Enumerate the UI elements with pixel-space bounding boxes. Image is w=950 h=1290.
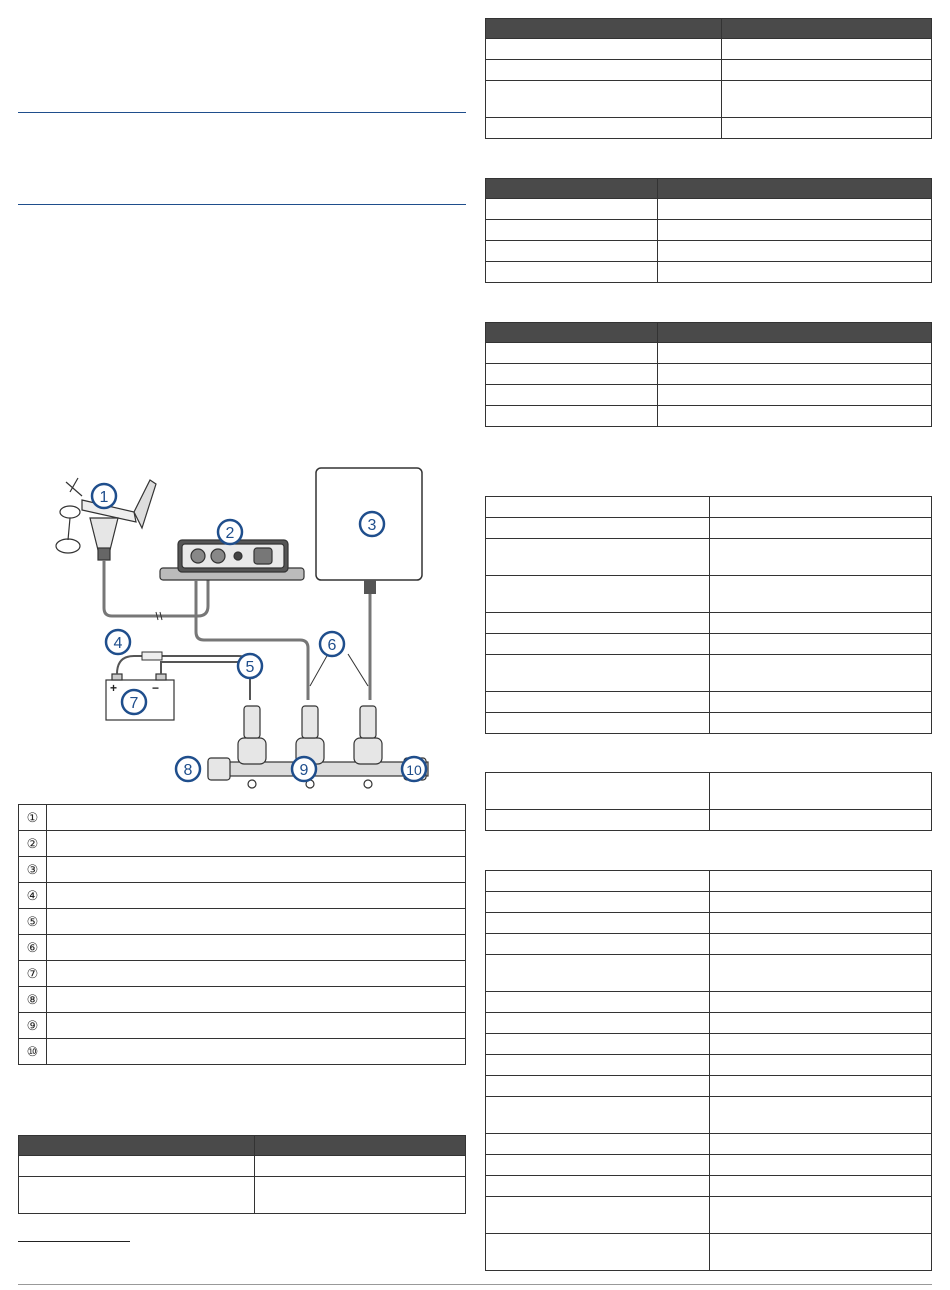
table-row [486,934,932,955]
table-row [486,1097,932,1134]
callout-2 [218,520,242,544]
table-row [486,220,932,241]
table-row [486,1134,932,1155]
callout-number: ⑥ [19,935,47,961]
table-row [486,364,932,385]
legend-row [19,857,466,883]
section-rule-1 [18,112,466,113]
callout-number: ③ [19,857,47,883]
svg-text:9: 9 [299,762,309,779]
table-row [19,1177,466,1214]
table-row [486,1234,932,1271]
callout-number: ② [19,831,47,857]
callout-number: ④ [19,883,47,909]
battery-plus: + [110,681,118,695]
wind-module [160,540,304,580]
table-row [486,713,932,734]
legend-row [19,1039,466,1065]
legend-row [19,935,466,961]
svg-text:10: 10 [406,762,422,778]
network-backbone [208,706,428,788]
callout-number: ⑦ [19,961,47,987]
right-table-1 [485,18,932,139]
table-row [486,613,932,634]
svg-text:3: 3 [367,517,377,534]
legend-row [19,883,466,909]
callout-legend-table [18,804,466,1065]
table-row [486,385,932,406]
legend-row [19,987,466,1013]
table-row [486,1155,932,1176]
table-row [486,241,932,262]
svg-text:1: 1 [99,489,109,506]
right-table-6 [485,870,932,1271]
left-bottom-table [18,1135,466,1214]
table-row [486,60,932,81]
callout-number: ⑧ [19,987,47,1013]
right-table-2 [485,178,932,283]
callout-number: ① [19,805,47,831]
callout-5 [238,654,262,678]
table-row [486,1055,932,1076]
table-row [486,871,932,892]
legend-row [19,805,466,831]
table-row [486,262,932,283]
battery-minus: − [152,681,160,695]
table-row [486,810,932,831]
section-rule-2 [18,204,466,205]
svg-text:7: 7 [129,695,139,712]
callout-10 [402,757,426,781]
svg-text:6: 6 [327,637,337,654]
table-row [486,634,932,655]
table-header [486,19,932,39]
table-row [486,1013,932,1034]
table-row [486,1034,932,1055]
table-row [486,1176,932,1197]
right-table-3 [485,322,932,427]
table-row [486,1197,932,1234]
right-table-5 [485,772,932,831]
table-row [486,892,932,913]
table-row [486,539,932,576]
wiring-diagram [38,460,478,790]
svg-text:2: 2 [225,525,235,542]
callout-4 [106,630,130,654]
table-row [486,913,932,934]
table-row [486,655,932,692]
table-row [486,343,932,364]
table-row [486,406,932,427]
callout-6 [320,632,344,656]
page-footer-rule [18,1284,932,1285]
table-row [486,497,932,518]
callout-number: ⑨ [19,1013,47,1039]
callout-number: ⑩ [19,1039,47,1065]
right-table-4 [485,496,932,734]
table-row [486,773,932,810]
callout-8 [176,757,200,781]
legend-row [19,831,466,857]
table-header [486,179,932,199]
table-row [486,992,932,1013]
module-cable [196,580,308,700]
table-row [486,576,932,613]
table-row [486,81,932,118]
table-row [486,39,932,60]
table-row [486,955,932,992]
table-header [19,1136,466,1156]
svg-text:5: 5 [245,659,255,676]
callout-3 [360,512,384,536]
legend-row [19,961,466,987]
svg-text:8: 8 [183,762,193,779]
footnote-rule [18,1241,130,1242]
svg-text:4: 4 [113,635,123,652]
callout-1 [92,484,116,508]
callout-number: ⑤ [19,909,47,935]
table-row [486,692,932,713]
table-row [486,518,932,539]
table-row [486,1076,932,1097]
callout-9 [292,757,316,781]
legend-row [19,909,466,935]
callout-7 [122,690,146,714]
legend-row [19,1013,466,1039]
table-row [19,1156,466,1177]
table-row [486,199,932,220]
table-row [486,118,932,139]
table-header [486,323,932,343]
